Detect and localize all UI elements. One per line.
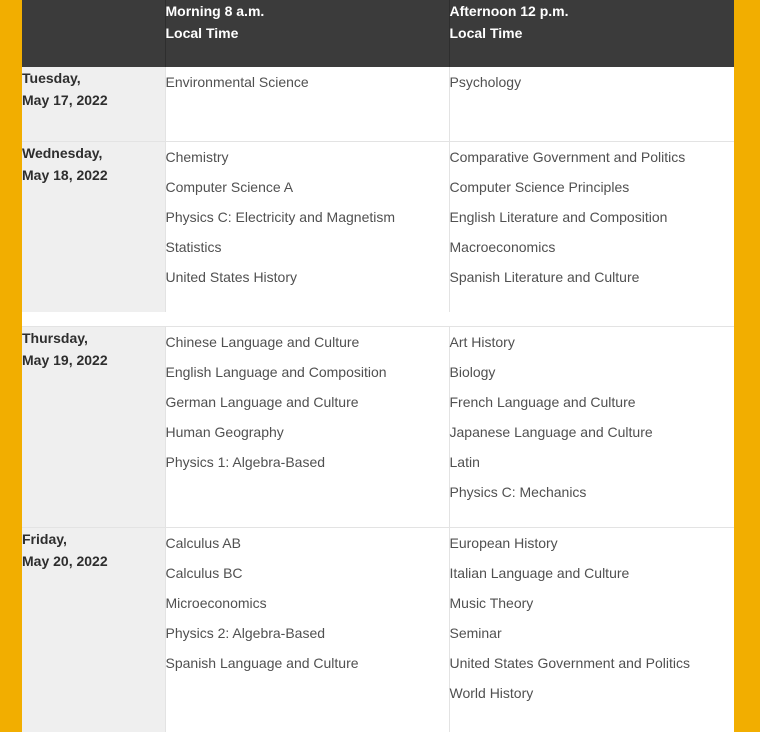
exam-item: Statistics [165,238,222,255]
morning-exam-list [166,528,449,678]
exam-item: United States Government and Politics [449,654,690,671]
afternoon-exams-cell [449,327,734,527]
exam-item: Calculus BC [165,564,243,581]
schedule-row-friday [22,527,734,732]
morning-exam-list [166,67,449,97]
header-afternoon-time: Afternoon 12 p.m. [449,3,569,19]
weekday-label: Wednesday, [22,144,103,161]
exam-schedule-card [22,0,734,732]
exam-item: Italian Language and Culture [449,564,630,581]
header-morning [165,0,449,67]
morning-exams-cell [165,527,449,732]
header-afternoon-zone: Local Time [449,25,523,41]
exam-item: Computer Science A [165,178,294,195]
exam-item: United States History [165,268,297,285]
exam-item: Spanish Language and Culture [165,654,359,671]
afternoon-exam-list [450,67,735,97]
exam-item: Macroeconomics [449,238,556,255]
exam-item: Calculus AB [165,534,241,551]
date-cell [22,527,165,732]
exam-item: Microeconomics [165,594,267,611]
schedule-row-thursday [22,327,734,527]
exam-item: Computer Science Principles [449,178,630,195]
date-label: May 19, 2022 [22,352,108,368]
morning-exam-list [166,327,449,477]
exam-item: German Language and Culture [165,394,359,410]
exam-item: Chemistry [165,148,229,165]
exam-item: Psychology [449,74,522,90]
afternoon-exams-cell [449,67,734,141]
weekday-label: Thursday, [22,330,88,346]
morning-exams-cell [165,141,449,312]
weekday-label: Friday, [22,530,67,547]
exam-item: Seminar [449,624,502,641]
schedule-row-tuesday [22,67,734,141]
exam-item: Art History [449,334,515,350]
exam-item: English Literature and Composition [449,208,668,225]
exam-item: Physics 2: Algebra-Based [165,624,326,641]
exam-schedule-table-part-1 [22,0,734,312]
date-cell [22,327,165,527]
morning-exams-cell [165,67,449,141]
header-day-cell [22,0,165,67]
afternoon-exam-list [450,528,735,708]
exam-item: Human Geography [165,424,284,440]
exam-item: Spanish Literature and Culture [449,268,640,285]
header-morning-time: Morning 8 a.m. [165,3,265,19]
exam-item: Latin [449,454,480,470]
date-cell [22,141,165,312]
date-label: May 17, 2022 [22,92,108,108]
exam-schedule-table-part-2 [22,327,734,732]
morning-exams-cell [165,327,449,527]
date-label: May 18, 2022 [22,166,108,183]
schedule-header-row [22,0,734,67]
header-afternoon [449,0,734,67]
afternoon-exams-cell [449,141,734,312]
table-section-divider [22,312,734,327]
afternoon-exam-list [450,142,735,292]
exam-item: Japanese Language and Culture [449,424,653,440]
header-morning-zone: Local Time [165,25,239,41]
afternoon-exams-cell [449,527,734,732]
exam-item: Environmental Science [165,74,309,90]
weekday-label: Tuesday, [22,70,81,86]
date-label: May 20, 2022 [22,552,108,569]
date-cell [22,67,165,141]
exam-item: World History [449,684,534,701]
exam-item: Biology [449,364,496,380]
schedule-row-wednesday [22,141,734,312]
exam-item: Physics C: Electricity and Magnetism [165,208,396,225]
exam-item: Music Theory [449,594,534,611]
exam-item: French Language and Culture [449,394,636,410]
exam-item: Comparative Government and Politics [449,148,686,165]
exam-item: Physics 1: Algebra-Based [165,454,326,470]
exam-item: Chinese Language and Culture [165,334,360,350]
afternoon-exam-list [450,327,735,507]
exam-item: European History [449,534,558,551]
exam-item: English Language and Composition [165,364,387,380]
morning-exam-list [166,142,449,292]
exam-item: Physics C: Mechanics [449,484,587,500]
